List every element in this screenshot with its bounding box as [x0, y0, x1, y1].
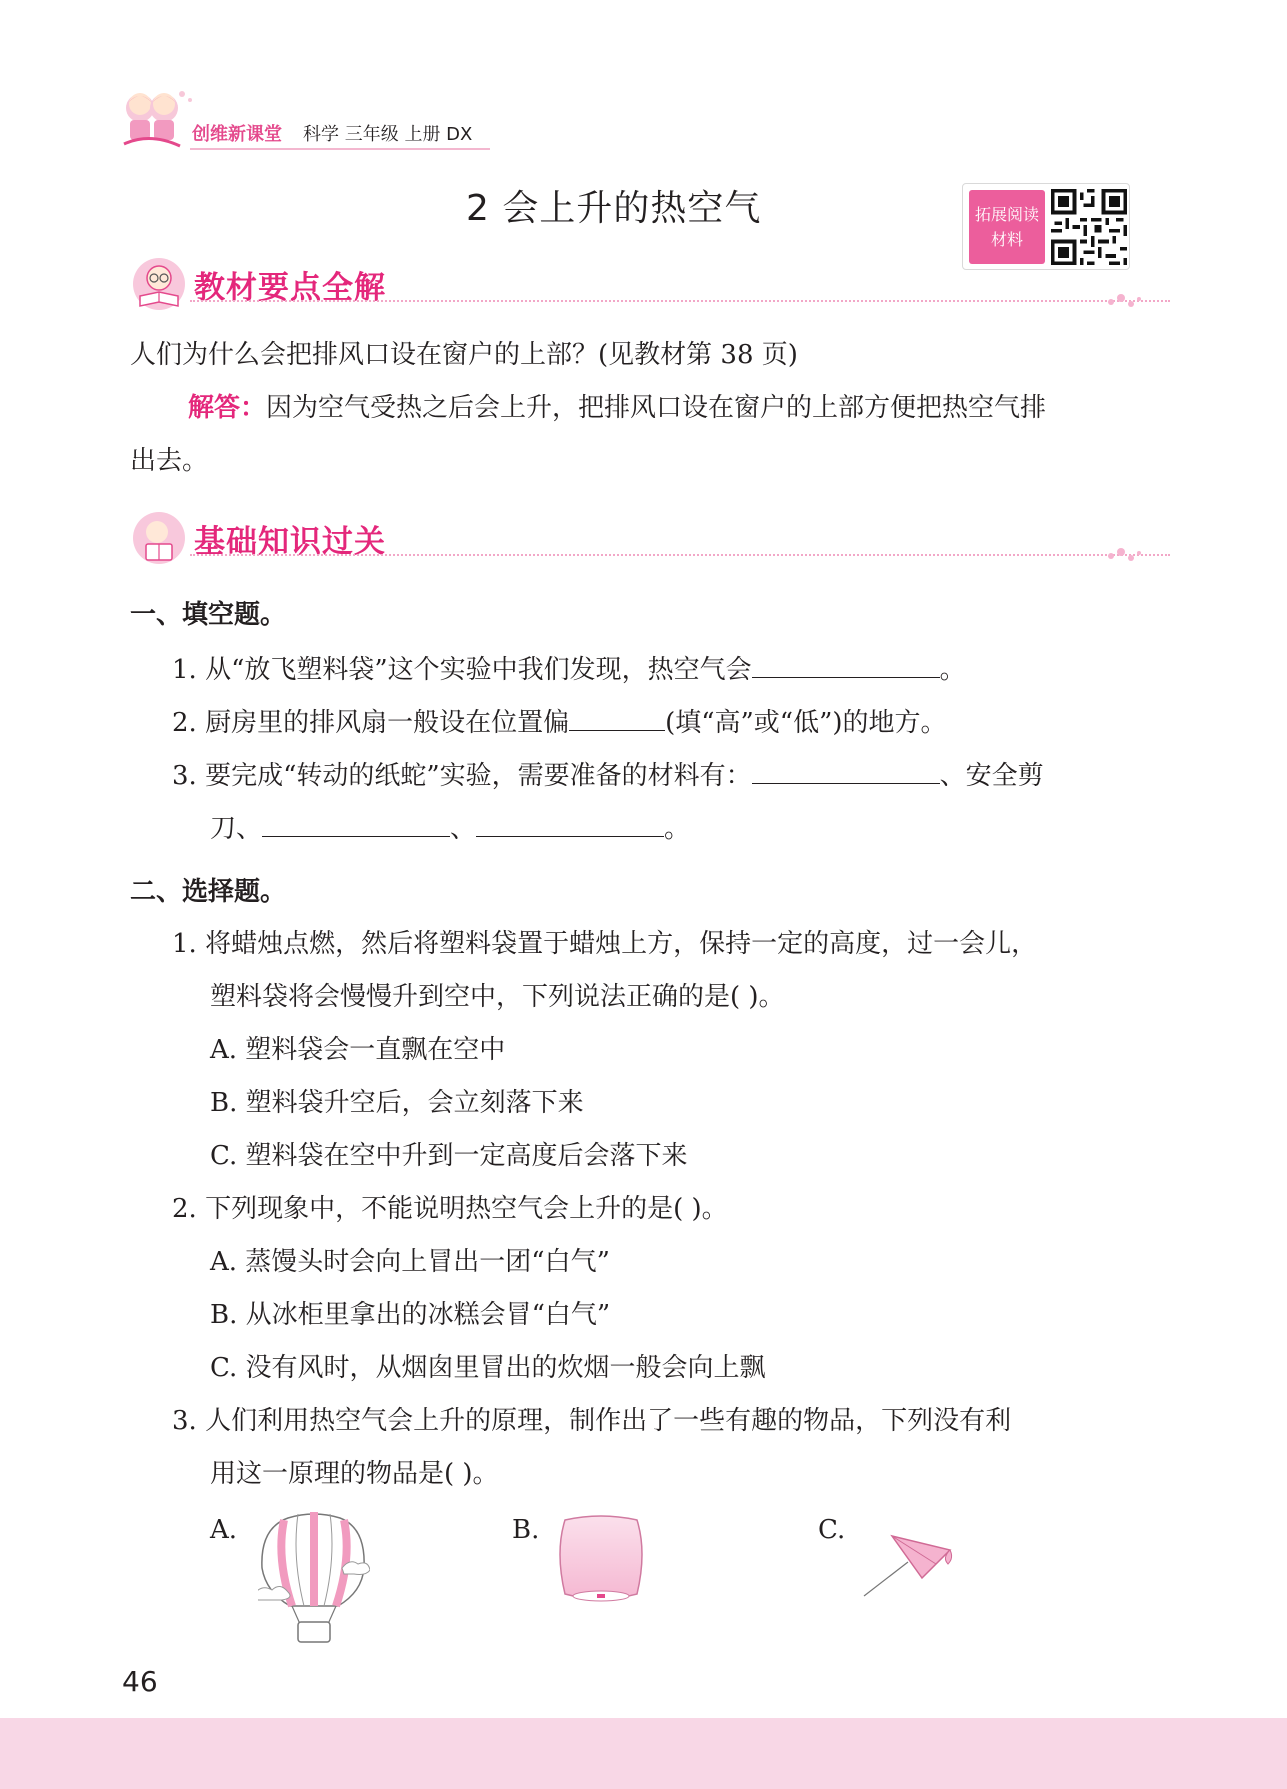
footer-band [0, 1718, 1287, 1789]
section-divider [190, 300, 1170, 302]
fill-question-1 [172, 650, 966, 689]
fill-q3-line2-start: 刀、 [210, 814, 263, 844]
reading-label-line2: 材料 [990, 230, 1023, 249]
section-textbook-key-points [130, 256, 1130, 312]
fill-q3-line2-end: 。 [664, 814, 691, 844]
mascot-icon [120, 88, 198, 154]
kite-icon[interactable] [862, 1528, 958, 1598]
fill-q3-blank-1[interactable] [752, 756, 940, 784]
fill-q2-text: 2. 厨房里的排风扇一般设在位置偏 [172, 708, 570, 738]
choice-q3-option-c-label[interactable]: C. [818, 1515, 846, 1545]
section-title: 教材要点全解 [194, 270, 386, 306]
fill-q3-blank-3[interactable] [476, 809, 664, 837]
choice-q1-line1: 1. 将蜡烛点燃，然后将塑料袋置于蜡烛上方，保持一定的高度，过一会儿， [172, 929, 1038, 959]
reading-girl-icon [130, 510, 188, 566]
book-info: 科学 三年级 上册 DX [303, 124, 473, 145]
part1-heading: 一、填空题。 [130, 600, 287, 630]
brand-name: 创维新课堂 [192, 124, 282, 145]
fill-q3-blank-2[interactable] [262, 809, 450, 837]
decorative-dots-icon [1105, 292, 1145, 310]
page-number: 46 [122, 1665, 158, 1698]
choice-q1-option-c[interactable]: C. 塑料袋在空中升到一定高度后会落下来 [210, 1141, 688, 1171]
choice-q2-option-b[interactable]: B. 从冰柜里拿出的冰糕会冒“白气” [210, 1300, 611, 1330]
textbook-icon [130, 256, 188, 312]
fill-q3-mid: 、安全剪 [939, 761, 1044, 791]
fill-question-2 [172, 703, 947, 742]
fill-q1-blank[interactable] [752, 650, 940, 678]
fill-q3-text: 3. 要完成“转动的纸蛇”实验，需要准备的材料有： [172, 761, 752, 791]
header-divider [190, 148, 490, 150]
hot-air-balloon-icon[interactable] [258, 1508, 370, 1646]
page-header [120, 88, 1120, 158]
fill-question-3 [172, 756, 1044, 795]
qr-code-icon[interactable] [1051, 189, 1127, 265]
choice-q2-option-a[interactable]: A. 蒸馒头时会向上冒出一团“白气” [210, 1247, 610, 1277]
answer-line-1 [188, 389, 1046, 427]
page-title: 2 会上升的热空气 [466, 188, 762, 229]
extended-reading-label [969, 190, 1045, 264]
choice-q3-option-b-label[interactable]: B. [512, 1515, 540, 1545]
section-divider [190, 554, 1170, 556]
answer-text-1: 因为空气受热之后会上升，把排风口设在窗户的上部方便把热空气排 [266, 393, 1047, 423]
choice-q1-option-b[interactable]: B. 塑料袋升空后，会立刻落下来 [210, 1088, 584, 1118]
part2-heading: 二、选择题。 [130, 877, 287, 907]
fill-question-3-line2 [210, 809, 690, 848]
answer-line-2: 出去。 [130, 446, 209, 476]
fill-q1-text: 1. 从“放飞塑料袋”这个实验中我们发现，热空气会 [172, 655, 752, 685]
choice-q3-option-a-label[interactable]: A. [210, 1515, 238, 1545]
choice-q1-option-a[interactable]: A. 塑料袋会一直飘在空中 [210, 1035, 506, 1065]
textbook-question: 人们为什么会把排风口设在窗户的上部？(见教材第 38 页) [130, 340, 798, 370]
choice-q3-line2: 用这一原理的物品是( )。 [210, 1459, 499, 1489]
choice-q2-option-c[interactable]: C. 没有风时，从烟囱里冒出的炊烟一般会向上飘 [210, 1353, 766, 1383]
section-basic-knowledge [130, 510, 1130, 566]
choice-q1-line2: 塑料袋将会慢慢升到空中，下列说法正确的是( )。 [210, 982, 785, 1012]
sky-lantern-icon[interactable] [555, 1512, 647, 1608]
fill-q2-blank[interactable] [569, 703, 665, 731]
fill-q3-line2-mid: 、 [450, 814, 477, 844]
choice-q3-line1: 3. 人们利用热空气会上升的原理，制作出了一些有趣的物品，下列没有利 [172, 1406, 1012, 1436]
reading-label-line1: 拓展阅读 [974, 205, 1039, 224]
choice-q2-line1: 2. 下列现象中，不能说明热空气会上升的是( )。 [172, 1194, 728, 1224]
fill-q1-end: 。 [939, 655, 966, 685]
answer-label: 解答： [188, 393, 267, 423]
section-title: 基础知识过关 [194, 524, 386, 560]
decorative-dots-icon [1105, 546, 1145, 564]
fill-q2-end: (填“高”或“低”)的地方。 [665, 708, 947, 738]
